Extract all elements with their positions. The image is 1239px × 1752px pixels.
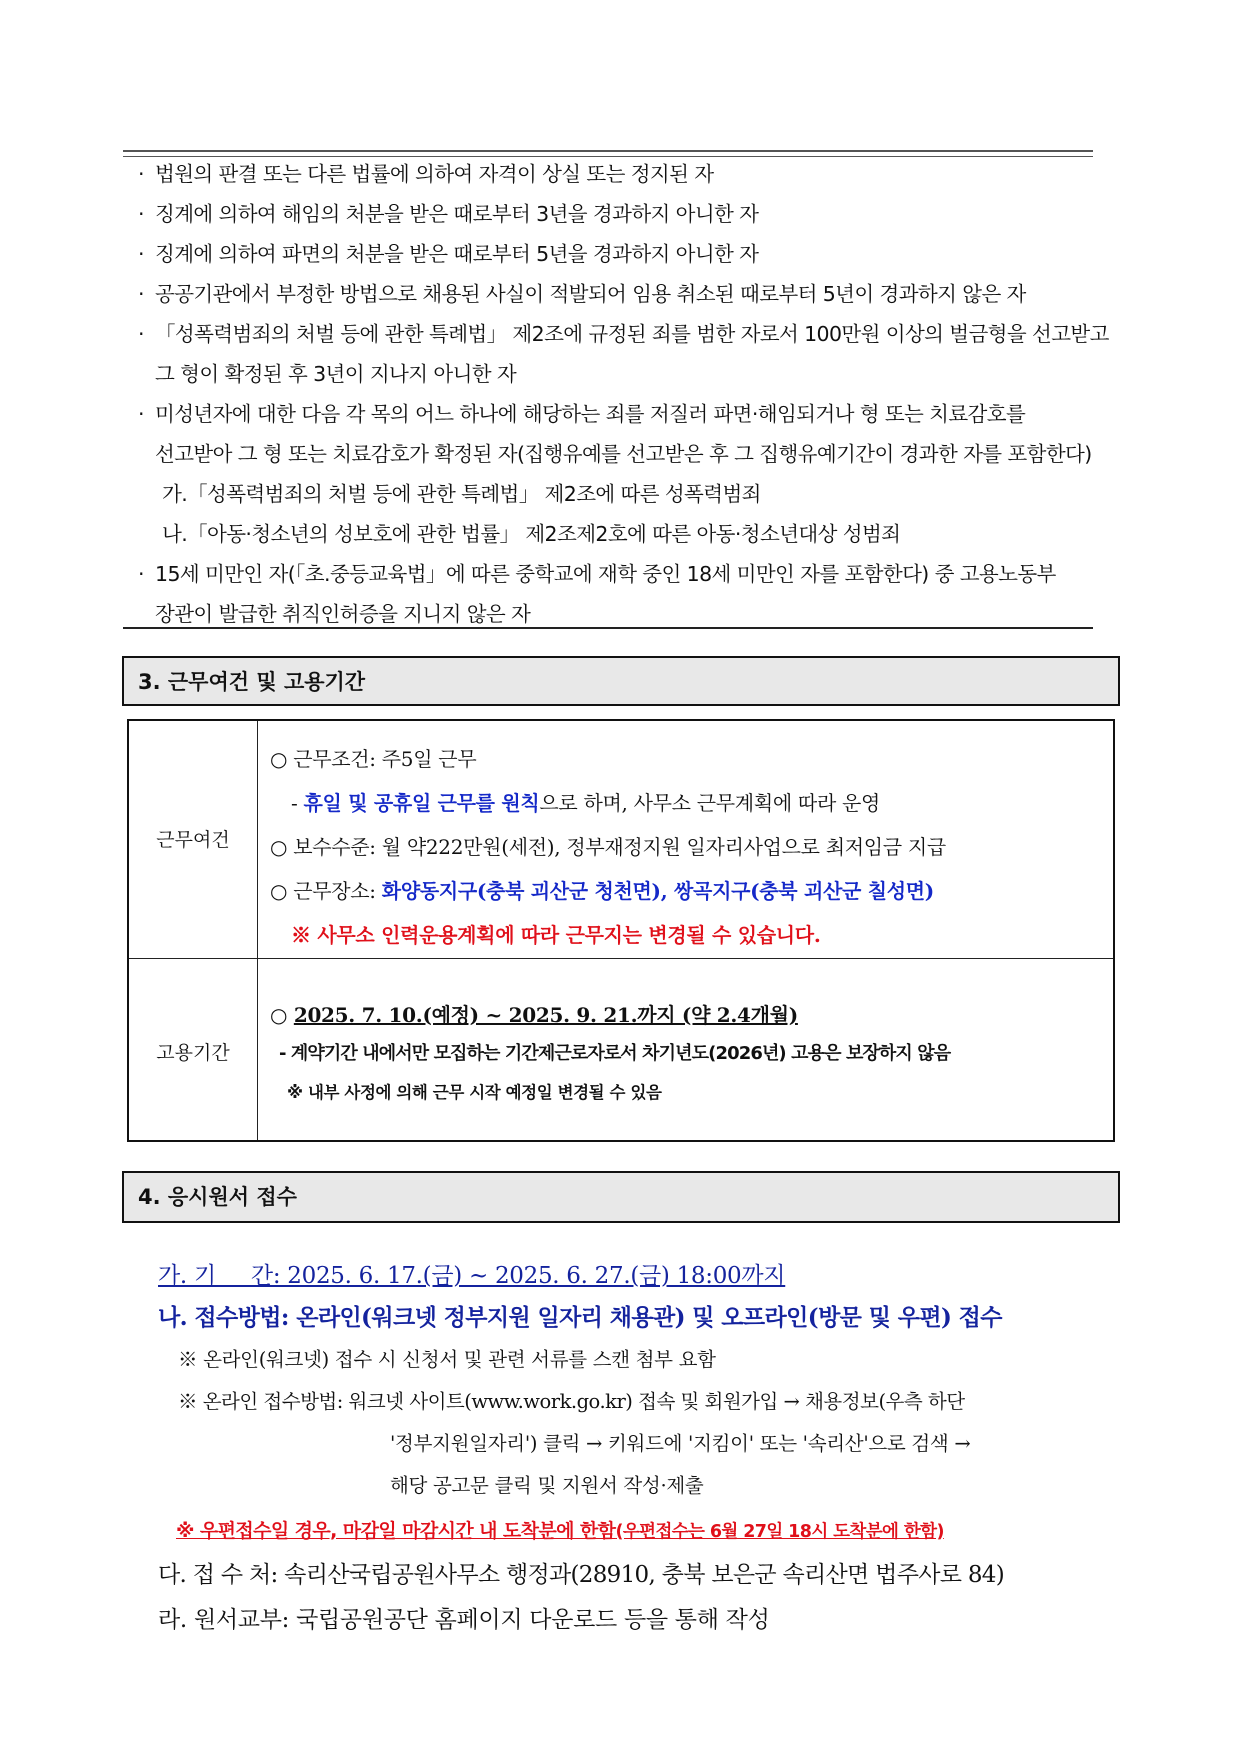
- sub-item-na: 나.「아동·청소년의 성보호에 관한 법률」 제2조제2호에 따른 아동·청소년대상 성범죄: [162, 522, 901, 546]
- work-condition-line: ○ 근무조건: 주5일 근무: [270, 747, 477, 771]
- location-value: 화양동지구(충북 괴산군 청천면), 쌍곡지구(충북 괴산군 칠성면): [381, 879, 934, 903]
- start-date-notice: ※ 내부 사정에 의해 근무 시작 예정일 변경될 수 있음: [287, 1083, 662, 1102]
- holiday-rest: 으로 하며, 사무소 근무계획에 따라 운영: [539, 791, 881, 815]
- bullet: ·: [138, 282, 144, 306]
- postal-main: ※ 우편접수일 경우, 마감일 마감시간 내 도착분에 한함: [176, 1520, 616, 1542]
- table-divider: [257, 721, 258, 1140]
- disqualification-item: [138, 274, 1088, 314]
- item-text: 15세 미만인 자(「초.중등교육법」에 따른 중학교에 재학 중인 18세 미만인 자를 포함한다) 중 고용노동부: [155, 562, 1056, 586]
- disqualification-item: [138, 394, 1088, 434]
- location-change-notice: ※ 사무소 인력운용계획에 따라 근무지는 변경될 수 있습니다.: [291, 923, 821, 947]
- item-text: 「성폭력범죄의 처벌 등에 관한 특례법」 제2조에 규정된 죄를 범한 자로서 100만원 이상의 벌금형을 선고받고: [155, 322, 1109, 346]
- pay-line: ○ 보수수준: 월 약222만원(세전), 정부재정지원 일자리사업으로 최저임금 지급: [270, 835, 946, 859]
- item-text: 징계에 의하여 파면의 처분을 받은 때로부터 5년을 경과하지 아니한 자: [155, 242, 759, 266]
- application-period: 가. 기 간: 2025. 6. 17.(금) ~ 2025. 6. 27.(금) 18:00까지: [158, 1263, 786, 1289]
- employment-period: 2025. 7. 10.(예정) ~ 2025. 9. 21.까지 (약 2.4개월): [293, 1003, 798, 1027]
- sub-item-ga: 가.「성폭력범죄의 처벌 등에 관한 특례법」 제2조에 따른 성폭력범죄: [162, 482, 761, 506]
- disqualification-continuation: 장관이 발급한 취직인허증을 지니지 않은 자: [155, 602, 531, 626]
- online-method-note-cont: '정부지원일자리') 클릭 → 키워드에 '지킴이' 또는 '속리산'으로 검색 →: [390, 1432, 971, 1455]
- disqualification-continuation: 그 형이 확정된 후 3년이 지나지 아니한 자: [155, 362, 517, 386]
- dash: -: [291, 791, 304, 815]
- disqualification-item: [138, 234, 1088, 274]
- row-label-conditions: 근무여건: [156, 829, 230, 851]
- employment-period-line: [270, 999, 798, 1028]
- bullet: ·: [138, 202, 144, 226]
- bullet: ·: [138, 322, 144, 346]
- online-scan-note: ※ 온라인(워크넷) 접수 시 신청서 및 관련 서류를 스캔 첨부 요함: [178, 1348, 716, 1371]
- section-4-header: 4. 응시원서 접수: [122, 1171, 1120, 1223]
- contract-notice: - 계약기간 내에서만 모집하는 기간제근로자로서 차기년도(2026년) 고용은 보장하지 않음: [279, 1043, 951, 1064]
- holiday-emphasis: 휴일 및 공휴일 근무를 원칙: [303, 791, 540, 815]
- disqualification-continuation: 선고받아 그 형 또는 치료감호가 확정된 자(집행유예를 선고받은 후 그 집행유예기간이 경과한 자를 포함한다): [155, 442, 1092, 466]
- disqualification-item: [138, 194, 1088, 234]
- circle-bullet: ○: [270, 1003, 294, 1027]
- disqualification-item: [138, 554, 1088, 594]
- work-location-line: [270, 875, 934, 904]
- online-method-note-cont: 해당 공고문 클릭 및 지원서 작성·제출: [390, 1474, 704, 1497]
- item-text: 미성년자에 대한 다음 각 목의 어느 하나에 해당하는 죄를 저질러 파면·해임되거나 형 또는 치료감호를: [155, 402, 1026, 426]
- row-label-period: 고용기간: [156, 1042, 230, 1064]
- work-holiday-line: [291, 787, 880, 816]
- working-conditions-table: [127, 719, 1115, 1142]
- disqualification-item: [138, 154, 1088, 194]
- location-label: ○ 근무장소:: [270, 879, 382, 903]
- bottom-rule: [123, 627, 1093, 629]
- application-form: 라. 원서교부: 국립공원공단 홈페이지 다운로드 등을 통해 작성: [158, 1607, 770, 1633]
- receiving-office: 다. 접 수 처: 속리산국립공원사무소 행정과(28910, 충북 보은군 속리산면 법주사로 84): [158, 1562, 1005, 1588]
- bullet: ·: [138, 242, 144, 266]
- postal-detail: (우편접수는 6월 27일 18시 도착분에 한함): [615, 1522, 944, 1542]
- online-method-note: ※ 온라인 접수방법: 워크넷 사이트(www.work.go.kr) 접속 및 회원가입 → 채용정보(우측 하단: [178, 1390, 965, 1413]
- bullet: ·: [138, 162, 144, 186]
- postal-deadline-notice: [176, 1516, 944, 1543]
- bullet: ·: [138, 562, 144, 586]
- application-method: 나. 접수방법: 온라인(워크넷 정부지원 일자리 채용관) 및 오프라인(방문 및 우편) 접수: [158, 1304, 1002, 1331]
- item-text: 법원의 판결 또는 다른 법률에 의하여 자격이 상실 또는 정지된 자: [155, 162, 714, 186]
- disqualification-item: [138, 314, 1109, 354]
- bullet: ·: [138, 402, 144, 426]
- item-text: 징계에 의하여 해임의 처분을 받은 때로부터 3년을 경과하지 아니한 자: [155, 202, 759, 226]
- table-divider: [129, 958, 1113, 959]
- section-3-header: 3. 근무여건 및 고용기간: [122, 656, 1120, 706]
- item-text: 공공기관에서 부정한 방법으로 채용된 사실이 적발되어 임용 취소된 때로부터 5년이 경과하지 않은 자: [155, 282, 1026, 306]
